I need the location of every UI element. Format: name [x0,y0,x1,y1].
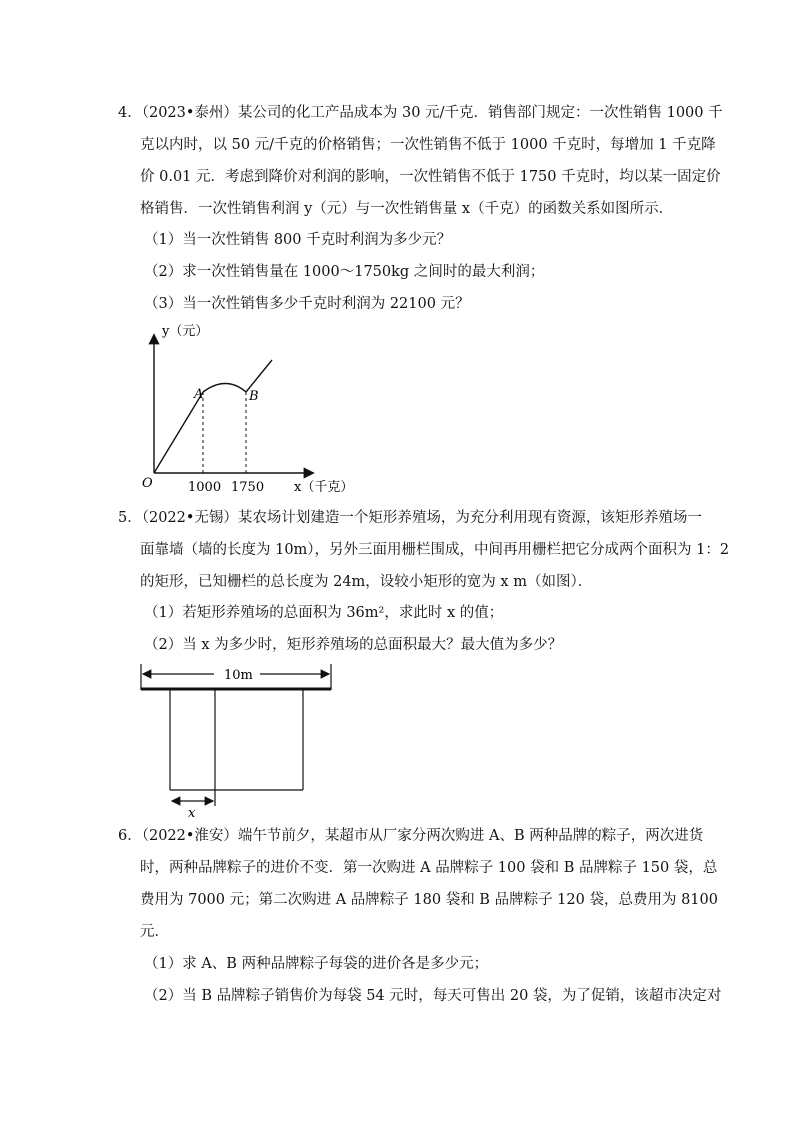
q4-segment-b-onwards [246,360,272,392]
q6-line-3: 费用为 7000 元；第二次购进 A 品牌粽子 180 袋和 B 品牌粽子 120 袋，总费用为 8100 [140,892,718,908]
q5-line-3: 的矩形，已知栅栏的总长度为 24m，设较小矩形的宽为 x m（如图）． [140,574,593,590]
q4-origin-label: O [142,476,153,491]
q4-point-b-label: B [249,389,259,404]
q4-segment-oa [154,392,203,473]
q6-line-1: 6．（2022•淮安）端午节前夕，某超市从厂家分两次购进 A、B 两种品牌的粽子，两次进货 [118,828,704,844]
q5-sub-2: （2）当 x 为多少时，矩形养殖场的总面积最大？最大值为多少？ [144,637,563,653]
q4-x-label: x（千克） [294,480,354,495]
q4-sub-1: （1）当一次性销售 800 千克时利润为多少元？ [144,232,452,248]
q5-line-2: 面靠墙（墙的长度为 10m），另外三面用栅栏围成，中间再用栅栏把它分成两个面积为 1：2 [140,542,730,558]
q4-line-3: 价 0.01 元．考虑到降价对利润的影响，一次性销售不低于 1750 千克时，均以某一固定价 [140,169,721,185]
q4-sub-3: （3）当一次性销售多少千克时利润为 22100 元？ [144,296,470,312]
q4-line-1: 4．（2023•泰州）某公司的化工产品成本为 30 元/千克．销售部门规定：一次性销售 1000 千 [118,105,723,121]
q4-line-4: 格销售．一次性销售利润 y（元）与一次性销售量 x（千克）的函数关系如图所示． [140,201,674,217]
q6-line-4: 元． [140,924,169,940]
q6-sub-2: （2）当 B 品牌粽子销售价为每袋 54 元时，每天可售出 20 袋，为了促销，该超市决定对 [144,988,722,1004]
q4-sub-2: （2）求一次性销售量在 1000～1750kg 之间时的最大利润； [144,264,545,280]
q4-tick-1000: 1000 [188,480,222,495]
q6-line-2: 时，两种品牌粽子的进价不变．第一次购进 A 品牌粽子 100 袋和 B 品牌粽子 150 袋，总 [140,860,718,876]
q5-x-label: x [188,806,196,820]
q5-farm-diagram [130,660,350,820]
q5-sub-1: （1）若矩形养殖场的总面积为 36m²，求此时 x 的值； [144,605,504,621]
q5-line-1: 5．（2022•无锡）某农场计划建造一个矩形养殖场，为充分利用现有资源，该矩形养殖场一 [118,510,702,526]
q6-sub-1: （1）求 A、B 两种品牌粽子每袋的进价各是多少元； [144,956,489,972]
q4-profit-graph [130,320,370,500]
q4-y-label: y（元） [162,324,209,339]
q4-point-a-label: A [194,387,204,402]
q5-wall-label: 10m [224,668,253,683]
q4-line-2: 克以内时，以 50 元/千克的价格销售；一次性销售不低于 1000 千克时，每增加 1 千克降 [140,137,716,153]
q4-parabola-ab [203,384,246,393]
q4-tick-1750: 1750 [231,480,265,495]
